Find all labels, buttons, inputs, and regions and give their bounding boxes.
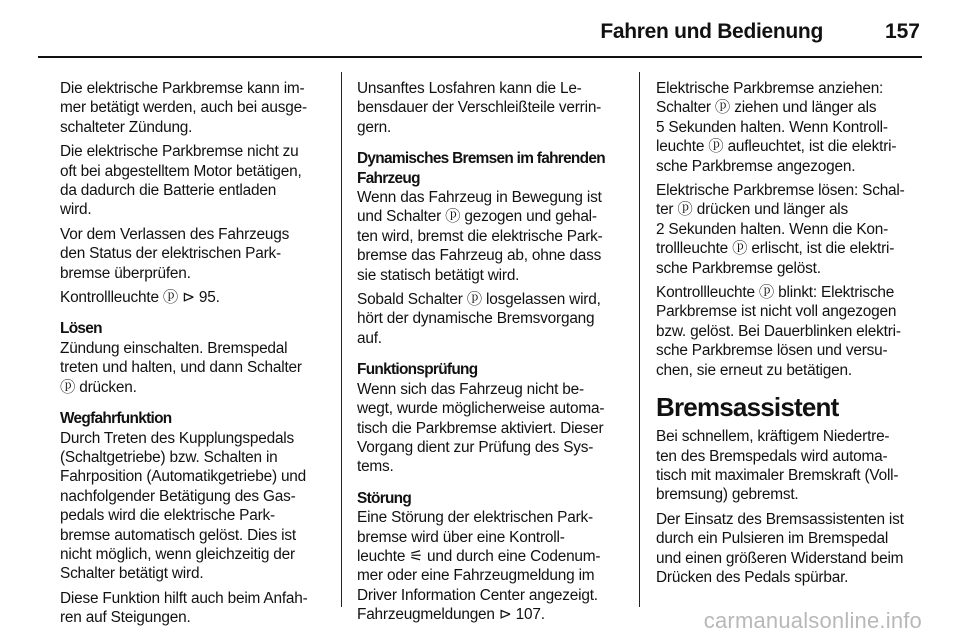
section-heading-dynamisches-bremsen: Dynamisches Bremsen im fahrenden Fahrzeug bbox=[357, 150, 605, 187]
section-title: Fahren und Bedienung bbox=[600, 20, 823, 43]
paragraph: Elektrische Parkbremse lösen: Schal- ter ⓟ drücken und länger als 2 Sekunden halten. Wenn die Kon- trollleuchte ⓟ erlischt, ist die elektri- sche Parkbremse gelöst. bbox=[656, 182, 905, 277]
paragraph: Vor dem Verlassen des Fahrzeugs den Status der elektrischen Park- bremse überprüfen. bbox=[60, 225, 290, 282]
paragraph: Eine Störung der elektrischen Park- bremse wird über eine Kontroll- leuchte ⚟ und durch eine Codenum- mer oder eine Fahrzeugmeldung im Driver Information Center angezeigt. Fahrzeugmeldungen ⊳ 107. bbox=[357, 509, 601, 624]
column-2 bbox=[357, 79, 623, 630]
paragraph: Durch Treten des Kupplungspedals (Schaltgetriebe) bzw. Schalten in Fahrposition (Automatikgetriebe) und nachfolgender Betätigung des Gas- pedals wird die elektrische Park- bremse automatisch gelöst. Dies ist nicht möglich, wenn gleichzeitig der Schalter betätigt wird. bbox=[60, 429, 307, 583]
paragraph: Bei schnellem, kräftigem Niedertre- ten des Bremspedals wird automa- tisch mit maximaler Bremskraft (Voll- bremsung) gebremst. bbox=[656, 428, 899, 504]
section-heading-funktionspruefung: Funktionsprüfung bbox=[357, 361, 478, 379]
paragraph: Zündung einschalten. Bremspedal treten und halten, und dann Schalter ⓟ drücken. bbox=[60, 339, 302, 396]
column-3 bbox=[656, 79, 922, 592]
column-1 bbox=[60, 79, 326, 633]
paragraph: Kontrollleuchte ⓟ blinkt: Elektrische Parkbremse ist nicht voll angezogen bzw. gelöst. Bei Dauerblinken elektri- sche Parkbremse lösen und versu- chen, sie erneut zu betätigen. bbox=[656, 284, 901, 379]
paragraph: Die elektrische Parkbremse kann im- mer betätigt werden, auch bei ausge- schalteter Zündung. bbox=[60, 80, 307, 136]
section-heading-wegfahrfunktion: Wegfahrfunktion bbox=[60, 410, 172, 428]
paragraph: Die elektrische Parkbremse nicht zu oft bei abgestelltem Motor betätigen, da dadurch die Batterie entladen wird. bbox=[60, 143, 302, 219]
paragraph: Unsanftes Losfahren kann die Le- bensdauer der Verschleißteile verrin- gern. bbox=[357, 80, 602, 136]
paragraph: Der Einsatz des Bremsassistenten ist durch ein Pulsieren im Bremspedal und einen größeren Widerstand beim Drücken des Pedals spürbar. bbox=[656, 510, 904, 586]
paragraph: Kontrollleuchte ⓟ ⊳ 95. bbox=[60, 289, 220, 307]
column-divider bbox=[341, 72, 342, 607]
section-heading-bremsassistent: Bremsassistent bbox=[656, 392, 839, 423]
paragraph: Sobald Schalter ⓟ losgelassen wird, hört der dynamische Bremsvorgang auf. bbox=[357, 291, 601, 347]
paragraph: Diese Funktion hilft auch beim Anfah- ren auf Steigungen. bbox=[60, 589, 308, 627]
column-divider bbox=[639, 72, 640, 607]
header-divider bbox=[38, 56, 922, 58]
watermark-text: carmanualsonline.info bbox=[703, 608, 922, 633]
paragraph: Wenn das Fahrzeug in Bewegung ist und Schalter ⓟ gezogen und gehal- ten wird, bremst die elektrische Park- bremse das Fahrzeug ab, ohne dass sie statisch betätigt wird. bbox=[357, 189, 603, 284]
paragraph: Elektrische Parkbremse anziehen: Schalter ⓟ ziehen und länger als 5 Sekunden halten. Wenn Kontroll- leuchte ⓟ aufleuchtet, ist die elektri- sche Parkbremse angezogen. bbox=[656, 80, 897, 175]
page-number: 157 bbox=[884, 20, 920, 43]
paragraph: Wenn sich das Fahrzeug nicht be- wegt, wurde möglicherweise automa- tisch die Parkbremse aktiviert. Dieser Vorgang dient zur Prüfung des Sys- tems. bbox=[357, 380, 605, 476]
section-heading-loesen: Lösen bbox=[60, 320, 102, 338]
section-heading-stoerung: Störung bbox=[357, 489, 412, 507]
